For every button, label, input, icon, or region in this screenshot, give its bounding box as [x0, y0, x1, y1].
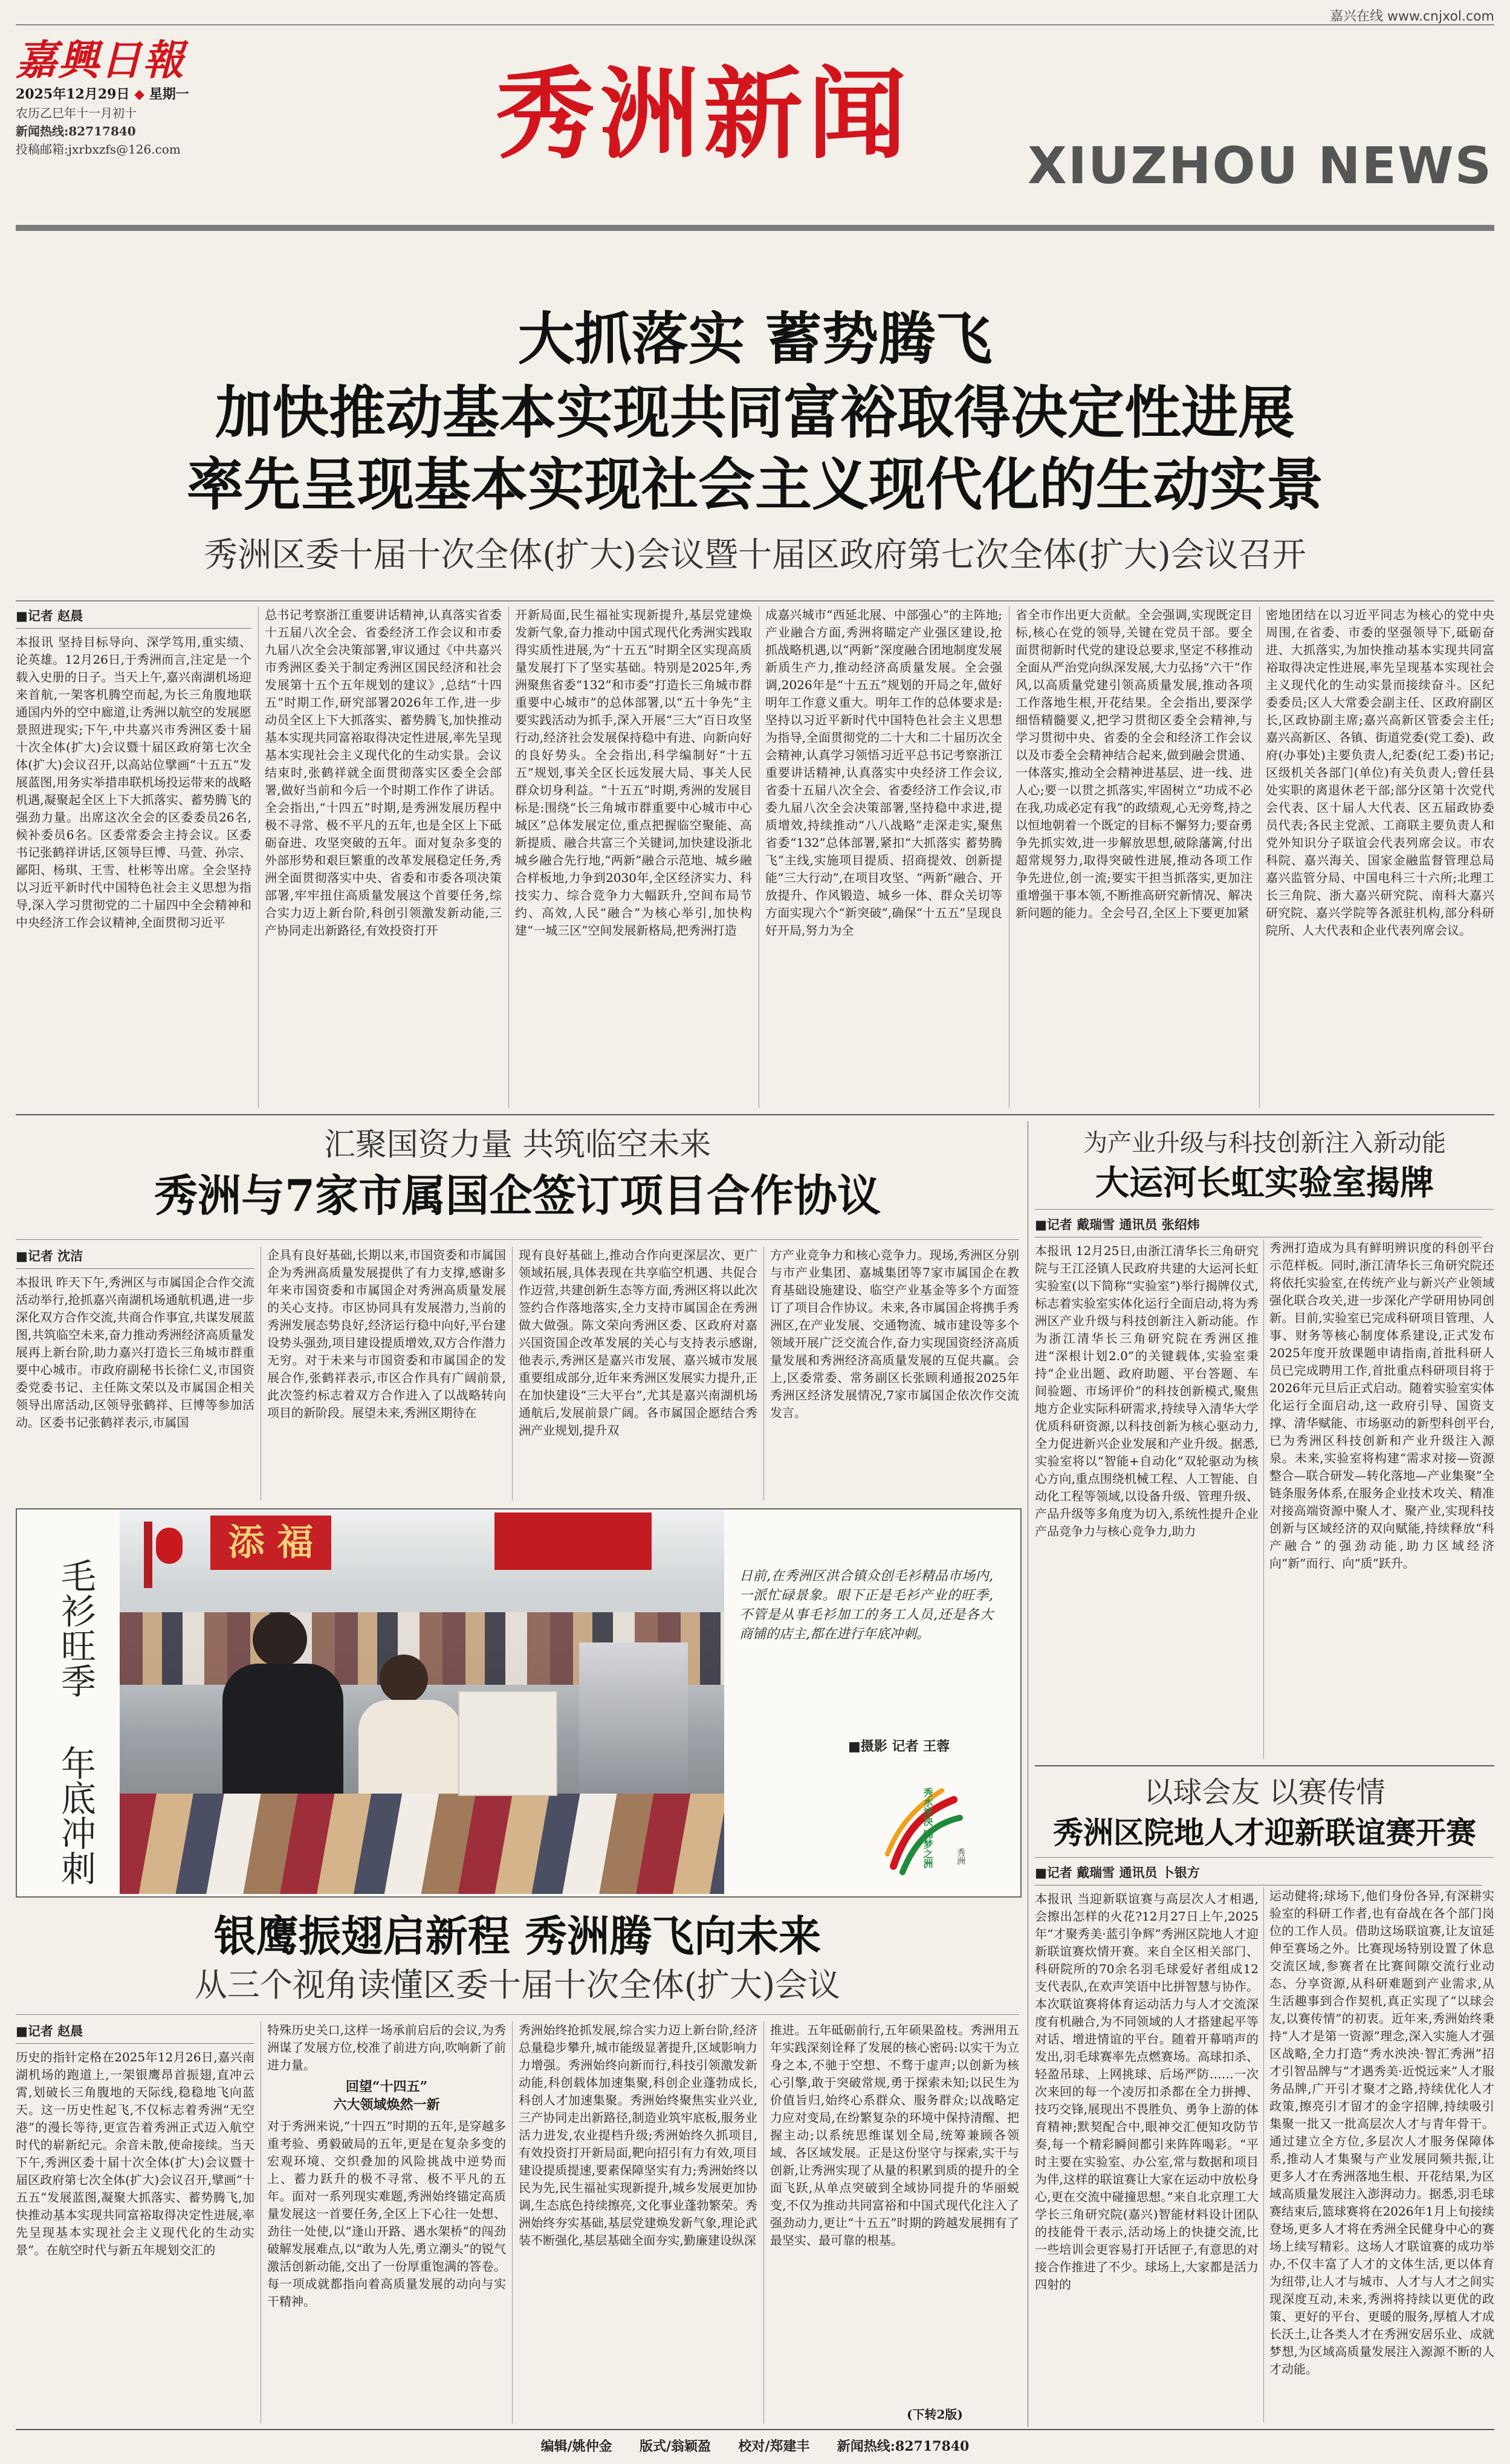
soe-col-1-text: 本报讯 昨天下午,秀洲区与市属国企合作交流活动举行,抢抓嘉兴南湖机场通航机遇,进一步深化双方合作交流,共商合作事宜,共谋发展蓝图,共筑临空未来,奋力推动秀洲经济高质量发展再上新台阶,助力嘉兴打造长三角城市群重要中心城市。市政府副秘书长徐仁义,市国资委党委书记、主任陈文荣以及市属国企相关领导出席活动,区领导张鹤祥、巨博等参加活动。区委书记张鹤祥表示,市属国: [16, 1275, 254, 1430]
lead-col-1: [16, 606, 251, 1126]
talent-kicker: 以球会友 以赛传情: [1144, 1775, 1385, 1809]
photo-vertical-title-2: 年底冲刺: [55, 1745, 96, 1885]
garment-pile: [120, 1794, 724, 1894]
col-divider: [1263, 1887, 1264, 2422]
soe-col-2-text: 企具有良好基础,长期以来,市国资委和市属国企为秀洲高质量发展提供了有力支撑,感谢多年来市国资委和市属国企对秀洲高质量发展的关心支持。市区协同具有发展潜力,当前的秀洲发展态势良好,经济运行稳中向好,平台建设势头强劲,项目建设提质增效,双方合作潜力无穷。对于未来与市国资委和市属国企的发展合作,张鹤祥表示,市区合作具有广阔前景,此次签约标志着双方合作进入了以战略转向项目的新阶段。展望未来,秀洲区期待在: [267, 1248, 506, 1420]
section-rule: [16, 1114, 1494, 1115]
worker-head-2: [380, 1655, 428, 1703]
lunar-date: 农历乙巳年十一月初十: [16, 106, 137, 120]
eagle-subhead-2: 六大领域焕然一新: [333, 2097, 440, 2113]
photo-caption: 日前,在秀洲区洪合镇众创毛衫精品市场内,一派忙碌景象。眼下正是毛衫产业的旺季,不管是从事毛衫加工的务工人员,还是各大商铺的店主,都在进行年底冲刺。: [739, 1569, 993, 1642]
lead-col-2-text: 总书记考察浙江重要讲话精神,认真落实省委十五届八次全会、省委经济工作会议和市委九届八次全会决策部署,审议通过《中共嘉兴市秀洲区委关于制定秀洲区国民经济和社会发展第十五个五年规划的建议》,总结“十四五”时期工作,研究部署2026年工作,进一步动员全区上下大抓落实、蓄势腾飞,加快推动基本实现共同富裕取得决定性进展,率先呈现基本实现社会主义现代化的生动实景。会议结束时,张鹤祥就全面贯彻落实区委全会部署,做好当前和今后一个时期工作作了讲话。全会指出,“十四五”时期,是秀洲发展历程中极不寻常、极不平凡的五年,也是全区上下砥砺奋进、攻坚突破的五年。面对复杂多变的外部形势和艰巨繁重的改革发展稳定任务,秀洲全面贯彻落实中央、省委和市委各项决策部署,牢牢扭住高质量发展这个首要任务,综合实力迈上新台阶,科创引领激发新动能,三产协同走出新路径,有效投资打开: [265, 608, 502, 938]
footer-proof: 校对/郑建丰: [738, 2439, 810, 2454]
section-rule: [1035, 1765, 1494, 1766]
col-divider: [763, 2021, 764, 2423]
lead-top-rule: [16, 600, 1494, 601]
white-sweater: [458, 1691, 557, 1796]
lab-kicker: 为产业升级与科技创新注入新动能: [1083, 1129, 1446, 1157]
footer-credits: [0, 2436, 1510, 2455]
masthead-date-row: [16, 85, 209, 104]
eagle-col-4-text: 推进。五年砥砺前行,五年硕果盈枝。秀洲用五年实践深刻诠释了发展的核心密码:以实干为立身之本,不驰于空想、不骛于虚声;以创新为核心引擎,敢于突破常规,勇于探索未知;以民生为价值旨归,始终心系群众、服务群众;以战略定力应对变局,在纷繁复杂的环境中保持清醒、把握主动;以系统思维谋划全局,统筹兼顾各领域、各区域发展。正是这份坚守与探索,实干与创新,让秀洲实现了从量的积累到质的提升的全面飞跃,从单点突破到全域协同提升的华丽蜕变,不仅为推动共同富裕和中国式现代化注入了强劲动力,更让“十五五”时期的跨越发展拥有了最坚实、最可靠的根基。: [770, 2023, 1019, 2248]
talent-col-1-text: 本报讯 当迎新联谊赛与高层次人才相遇,会擦出怎样的火花?12月27日上午,2025年“才聚秀美·蓝引争辉”秀洲区院地人才迎新联谊赛炊情开赛。来自全区相关部门、科研院所的70余名羽毛球爱好者组成12支代表队,在欢声笑语中比拼智慧与协作。本次联谊赛将体育运动活力与人才交流深度有机融合,为不同领域的人才搭建起平等对话、增进情谊的平台。随着开幕哨声的发出,羽毛球赛率先点燃赛场。高球扣杀、轻盈吊球、上网挑球、后场严防……一次次来回的每一个凌厉扣杀都在全力拼搏、技巧交锋,展现出不畏胜负、勇争上游的体育精神;默契配合中,眼神交汇便知攻防节奏,每一个精彩瞬间都引来阵阵喝彩。“平时主要在实验室、办公室,常与数据和项目为伴,这样的联谊赛让大家在运动中放松身心,更在交流中碰撞思想。”来自北京理工大学长三角研究院(嘉兴)智能材料设计团队的技能骨干表示,活动场上的快捷交流,比一些培训会更容易打开话匣子,有意思的对接合作推进了不少。球场上,大家都是活力四射的: [1035, 1892, 1259, 2292]
banner-sign: 添 福: [210, 1516, 331, 1570]
lead-subtitle: 秀洲区委十届十次全体(扩大)会议暨十届区政府第七次全体(扩大)会议召开: [204, 536, 1306, 575]
eagle-subhead-1: 回望“十四五”: [345, 2079, 428, 2095]
market-photo: [120, 1509, 724, 1894]
lead-col-5-text: 省全市作出更大贡献。全会强调,实现既定目标,核心在党的领导,关键在党员干部。要全面贯彻新时代党的建设总要求,坚定不移推动全面从严治党向纵深发展,大力弘扬“六干”作风,以高质量党建引领高质量发展,推动各项工作落地生根,开花结果。全会指出,要深学细悟精髓要义,把学习贯彻区委全会精神,与学习贯彻中央、省委的全会和经济工作会议以及市委全会精神结合起来,做到融会贯通、一体落实,推动全会精神进基层、进一线、进人心;要一以贯之抓落实,牢固树立“功成不必在我,功成必定有我”的政绩观,心无旁骛,持之以恒地朝着一个既定的目标不懈努力;要奋勇争先抓实效,进一步解放思想,破除藩篱,付出超常规努力,取得突破性进展,推动各项工作争先进位,创一流;要实干担当抓落实,更加注重增强干事本领,不断推高研究新情况、解决新问题的能力。全会号召,全区上下要更加紧: [1016, 608, 1252, 920]
eagle-col-3-text: 秀洲始终抢抓发展,综合实力迈上新台阶,经济总量稳步攀升,城市能级显著提升,区域影响力力增强。秀洲始终向新而行,科技引领激发新动能,科创载体加速集聚,科创企业蓬勃成长,科创人才加速集聚。秀洲始终聚焦实业兴业,三产协同走出新路径,制造业筑牢底板,服务业活力进发,农业提档升级;秀洲始终久抓项目,有效投资打开新局面,靶向招引有力有效,项目建设提质提速,要素保障坚实有力;秀洲始终以民为先,民生福祉实现新提升,城乡发展更加协调,生态底色持续擦亮,文化事业蓬勃繁荣。秀洲始终夯实基础,基层党建焕发新气象,理论武装不断强化,基层基础全面夯实,勤廉建设纵深: [519, 2023, 757, 2248]
issue-date: 2025年12月29日: [16, 86, 130, 102]
col-divider: [512, 1247, 513, 1500]
masthead-email[interactable]: 投稿邮箱:jxrbxzfs@126.com: [16, 142, 181, 157]
eagle-col-2-text: 特殊历史关口,这样一场承前启后的会议,为秀洲谋了发展方位,校准了前进方向,吹响新了前进力量。: [267, 2023, 506, 2072]
lantern-icon: [156, 1528, 183, 1564]
soe-col-3-text: 现有良好基础上,推动合作向更深层次、更广领域拓展,具体表现在共享临空机遇、共促合作迈营,共建创新生态等方面,秀洲区将以此次签约合作落地落实,全力支持市属国企在秀洲做大做强。陈文荣向秀洲区委、区政府对嘉兴国资国企改革发展的关心与支持表示感谢,他表示,秀洲区是嘉兴市发展、嘉兴城市发展重要组成部分,近年来秀洲区发展实力提升,正在加快建设“三大平台”,尤其是嘉兴南湖机场通航后,发展前景广阔。各市属国企愿结合秀洲产业规划,提升双: [519, 1248, 757, 1438]
weekday: 星期一: [149, 86, 189, 102]
photo-credit: ■摄影 记者 王蓉: [848, 1739, 950, 1754]
lead-title-2: 加快推动基本实现共同富裕取得决定性进展: [215, 380, 1295, 446]
eagle-title: 银鹰振翅启新程 秀洲腾飞向未来: [213, 1911, 821, 1961]
eagle-rule: [16, 2014, 1019, 2015]
photo-vertical-title-1: 毛衫旺季: [55, 1558, 96, 1698]
lab-col-1-text: 本报讯 12月25日,由浙江清华长三角研究院与王江泾镇人民政府共建的大运河长虹实验室(以下简称“实验室”)举行揭牌仪式,标志着实验室实体化运行全面启动,将为秀洲区产业升级与科技创新注入新动能。作为浙江清华长三角研究院在秀洲区推进“深根计划2.0”的关键载体,实验室秉持“企业出题、政府助题、平台答题、车间验题、市场评价”的科技创新模式,聚焦地方企业实际科研需求,持续导入清华大学优质科研资源,以科技创新为核心驱动力,全力促进新兴企业发展和产业升级。据悉,实验室将以“智能+自动化”双轮驱动为核心方向,重点围绕机械工程、人工智能、自动化工程等领域,以设备升级、管理升级、产品升级等多角度为切入,系统性提升企业产品竞争力与核心竞争力,助力: [1035, 1243, 1259, 1538]
lead-title-1: 大抓落实 蓄势腾飞: [517, 306, 993, 372]
col-divider: [1263, 1239, 1264, 1759]
eagle-col-1-text: 历史的指针定格在2025年12月26日,嘉兴南湖机场的跑道上,一架银鹰昂首振翅,直冲云霄,划破长三角腹地的天际线,稳稳地飞向蓝天。这一历史性起飞,不仅标志着秀洲“无空港”的漫长等待,更宣告着秀洲正式迈入航空时代的崭新纪元。余音未散,使命接续。当天下午,秀洲区委十届十次全体(扩大)会议暨十届区政府第七次全体(扩大)会议召开,擘画“十五五”发展蓝图,凝聚大抓落实、蓄势腾飞,加快推动基本实现共同富裕取得决定性进展,率先呈现基本实现社会主义现代化的生动实景”。在航空时代与新五年规划交汇的: [16, 2050, 254, 2257]
col-divider: [512, 2021, 513, 2423]
section-title: 秀洲新闻: [496, 57, 912, 172]
soe-col-1: [16, 1247, 254, 1502]
soe-col-4-text: 方产业竞争力和核心竞争力。现场,秀洲区分别与市产业集团、嘉城集团等7家市属国企在教育基础设施建设、临空产业基金等多个方面签订了项目合作协议。未来,各市属国企将携手秀洲区,在产业发展、交通物流、城市建设等多个领域开展广泛交流合作,奋力实现国资经济高质量发展和秀洲经济高质量发展的互促共赢。会上,区委常委、常务副区长张顾利通报2025年秀洲区经济发展情况,7家市属国企依次作交流发言。: [770, 1248, 1019, 1420]
worker-head-1: [253, 1612, 307, 1667]
soe-rule: [16, 1239, 1019, 1240]
lab-col-1: [1035, 1215, 1259, 1762]
lead-byline: ■记者 赵晨: [16, 606, 251, 629]
masthead-hotline: 新闻热线:82717840: [16, 124, 136, 138]
eagle-col-1: [16, 2021, 254, 2427]
footer-layout: 版式/翁颖盈: [640, 2439, 711, 2454]
lantern-string: [144, 1522, 152, 1588]
eagle-byline: ■记者 赵晨: [16, 2021, 254, 2044]
eagle-subtitle: 从三个视角读懂区委十届十次全体(扩大)会议: [194, 1966, 841, 2004]
lead-col-4-text: 成嘉兴城市“西延北展、中部强心”的主阵地;产业融合方面,秀洲将瞄定产业强区建设,抢抓战略机遇,以“两新”深度融合团地制度发展新质生产力,推动经济高质量发展。全会强调,2026年是“十五五”规划的开局之年,做好明年工作意义重大。明年工作的总体要求是:坚持以习近平新时代中国特色社会主义思想为指导,全面贯彻党的二十大和二十届历次全会精神,认真学习领悟习近平总书记考察浙江重要讲话精神,认真落实中央经济工作会议,省委十五届八次全会、省委经济工作会议,市委九届八次全会决策部署,坚持稳中求进,提质增效,持续推动“八八战略”走深走实,聚焦省委“132”总体部署,紧扣“大抓落实 蓄势腾飞”主线,实施项目提质、招商提效、创新提能“三大行动”,在项目攻坚、“两新”融合、开放提升、作风锻造、城乡一体、群众关切等方面实现六个“新突破”,确保“十五五”呈现良好开局,努力为全: [765, 608, 1002, 938]
lab-col-2-text: 秀洲打造成为具有鲜明辨识度的科创平台示范样板。同时,浙江清华长三角研究院还将依托实验室,在传统产业与新兴产业领域强化联合攻关,进一步深化产学研用协同创新。目前,实验室已完成科研项目管理、人事、财务等核心制度体系建设,正式发布2025年度开放课题申请指南,首批科研人员已完成聘用工作,首批重点科研项目将于2026年元旦后正式启动。随着实验室实体化运行全面启动,这一政府引导、国资支撑、清华赋能、市场驱动的新型科创平台,已为秀洲区科技创新和产业升级注入源泉。未来,实验室将构建“需求对接—资源整合—联合研发—转化落地—产业集聚”全链条服务体系,在服务企业技术攻关、精准对接高端资源中聚人才、聚产业,实现科技创新与区域经济的双向赋能,持续释放“科产融合”的强劲动能,助力区域经济向“新”而行、向“质”跃升。: [1269, 1240, 1494, 1571]
soe-title: 秀洲与7家市属国企签订项目合作协议: [154, 1170, 881, 1221]
soe-byline: ■记者 沈洁: [16, 1247, 254, 1269]
lead-col-6-text: 密地团结在以习近平同志为核心的党中央周围,在省委、市委的坚强领导下,砥砺奋进、大抓落实,为加快推动基本实现共同富裕取得决定性进展,率先呈现基本实现社会主义现代化的生动实景而接续奋斗。区纪委委员;区人大常委会副主任、区政府副区长,区政协副主席;嘉兴高新区管委会主任;嘉兴高新区、各镇、街道党委(党工委)、政府(办事处)主要负责人,纪委(纪工委)书记;区级机关各部门(单位)有关负责人;曾任县处实职的离退休老干部;部分区第十次党代会代表、区十届人大代表、区五届政协委员代表;各民主党派、工商联主要负责人和党外知识分子联谊会代表列席会议。市农科院、嘉兴海关、国家金融监督管理总局嘉兴监管分局、中国电科三十六所;北理工长三角院、浙大嘉兴研究院、南科大嘉兴研究院、嘉兴学院等各派驻机构,部分科研院所、人大代表和企业代表列席会议。: [1266, 608, 1494, 938]
lab-title: 大运河长虹实验室揭牌: [1095, 1163, 1434, 1203]
lead-title-3: 率先呈现基本实现社会主义现代化的生动实景: [186, 452, 1323, 518]
red-banner: [494, 1512, 652, 1570]
talent-rule: [1035, 1857, 1494, 1858]
footer-editor: 编辑/姚仲金: [540, 2439, 612, 2454]
talent-byline: ■记者 戴瑞雪 通讯员 卜银方: [1035, 1863, 1482, 1885]
masthead-block: [16, 36, 209, 158]
eagle-col-2b-text: 对于秀洲来说,“十四五”时期的五年,是穿越多重考验、勇毅破局的五年,更是在复杂多变的宏观环境、交织叠加的风险挑战中逆势而上、蓄力跃升的极不寻常、极不平凡的五年。面对一系列现实难题,秀洲始终锚定高质量发展这一首要任务,全区上下心往一处想、劲往一处使,以“逢山开路、遇水架桥”的闯劲破解发展难点,以“敢为人先,勇立潮头”的锐气激活创新动能,交出了一份厚重饱满的答卷。每一项成就都指向着高质量发展的动向与实干精神。: [267, 2119, 506, 2309]
site-url[interactable]: 嘉兴在线 www.cnjxol.com: [1330, 9, 1494, 24]
col-divider: [258, 606, 259, 1108]
col-divider: [763, 1247, 764, 1500]
talent-title: 秀洲区院地人才迎新联谊赛开赛: [1053, 1815, 1476, 1850]
footer-rule: [16, 2429, 1494, 2430]
section-title-en: XIUZHOU NEWS: [1028, 136, 1493, 195]
lead-col-1-text: 本报讯 坚持目标导向、深学笃用,重实绩、论英雄。12月26日,于秀洲而言,注定是一个载入史册的日子。当天上午,嘉兴南湖机场迎来首航,一架客机腾空而起,为长三角腹地联通国内外的空中廊道,让秀洲以航空的发展愿景照进现实;下午,中共嘉兴市秀洲区委十届十次全体(扩大)会议暨十届区政府第七次全体(扩大)会议召开,以高站位擘画“十五五”发展蓝图,用务实举措串联机场投运带来的战略机遇,凝聚起全区上下大抓落实、蓄势腾飞的强劲力量。出席这次全会的区委委员26名,候补委员6名。区委常委会主持会议。区委书记张鹤祥讲话,区领导巨博、马萱、孙宗、鄙阳、杨琪、王雪、杜彬等出席。全会坚持以习近平新时代中国特色社会主义思想为指导,深入学习贯彻党的二十届四中全会精神和中央经济工作会议精神,全面贯彻习近平: [16, 635, 251, 930]
lab-byline: ■记者 戴瑞雪 通讯员 张绍炜: [1035, 1215, 1482, 1237]
top-rule: [16, 24, 1494, 25]
col-divider: [1259, 606, 1260, 1108]
eagle-col-2: [267, 2021, 506, 2420]
worker-body-1: [222, 1664, 343, 1803]
talent-col-1: [1035, 1863, 1259, 2425]
lab-rule: [1035, 1209, 1494, 1210]
diamond-icon: ◆: [134, 86, 149, 102]
soe-kicker: 汇聚国资力量 共筑临空未来: [323, 1127, 711, 1163]
paper-name: 嘉興日報: [16, 36, 186, 85]
logo-slogan: 秀水泱泱 锦梦之洲: [922, 1788, 933, 1869]
logo-name: 秀洲: [956, 1848, 965, 1865]
masthead-band: [16, 225, 1494, 231]
turn-page-note[interactable]: (下转2版): [907, 2407, 963, 2422]
col-divider: [508, 606, 509, 1108]
photo-frame: [16, 1508, 1022, 1898]
footer-hotline: 新闻热线:82717840: [837, 2439, 970, 2454]
lead-col-3-text: 开新局面,民生福祉实现新提升,基层党建焕发新气象,奋力推动中国式现代化秀洲实践取得实质性进展,为“十五五”时期全区实现高质量发展打下了坚实基础。特别是2025年,秀洲聚焦省委“132”和市委“打造长三角城市群重要中心城市”的总体部署,以“五十争先”主要实践活动为抓手,深入开展“三大”百日攻坚行动,经济社会发展保持稳中有进、向新向好的良好势头。全会指出,科学编制好“十五五”规划,事关全区长远发展大局、事关人民群众切身利益。“十五五”时期,秀洲的发展目标是:围绕“长三角城市群重要中心城市中心城区”总体发展定位,重点把握临空聚能、高新提质、融合共富三个关键词,加快建设浙北城乡融合先行地,“两新”融合示范地、城乡融合样板地,力争到2030年,全区经济实力、科技实力、综合竞争力大幅跃升,空间布局节约、高效,人民“融合”为核心举引,加快构建“一城三区”空间发展新格局,把秀洲打造: [515, 608, 752, 938]
worker-body-2: [358, 1700, 461, 1809]
talent-col-2-text: 运动健将;球场下,他们身份各异,有深耕实验室的科研工作者,也有奋战在各个部门岗位的工作人员。借助这场联谊赛,让友谊延伸至赛场之外。比赛现场特别设置了休息交流区域,参赛者在比赛间隙交流行业动态、分享资源,从科研难题到产业需求,从生活趣事到合作契机,真正实现了“以球会友,以赛传情”的初衷。近年来,秀洲始终秉持“人才是第一资源”理念,深入实施人才强区战略,全力打造“秀水泱泱·智汇秀洲”招才引智品牌与“才遇秀美·近悦远来”人才服务品牌,广开引才聚才之路,持续优化人才政策,擦亮引才留才的金字招牌,持续吸引集聚一批又一批高层次人才与青年骨干。通过建立全方位,多层次人才服务保障体系,推动人才集聚与产业发展同频共振,让更多人才在秀洲落地生根、开花结果,为区域高质量发展注入澎湃动力。据悉,羽毛球赛结束后,篮球赛将在2026年1月上旬接续登场,更多人才将在秀洲全民健身中心的赛场上续写精彩。这场人才联谊赛的成功举办,不仅丰富了人才的文体生活,更以体育为纽带,让人才与城市、人才与人才之间实现深度互动,未来,秀洲将持续以更优的政策、更好的平台、更暖的服务,厚植人才成长沃土,让各类人才在秀洲安居乐业、成就梦想,为区域高质量发展注入源源不断的人才动能。: [1269, 1889, 1494, 2376]
hanging-garments: [579, 1642, 688, 1794]
